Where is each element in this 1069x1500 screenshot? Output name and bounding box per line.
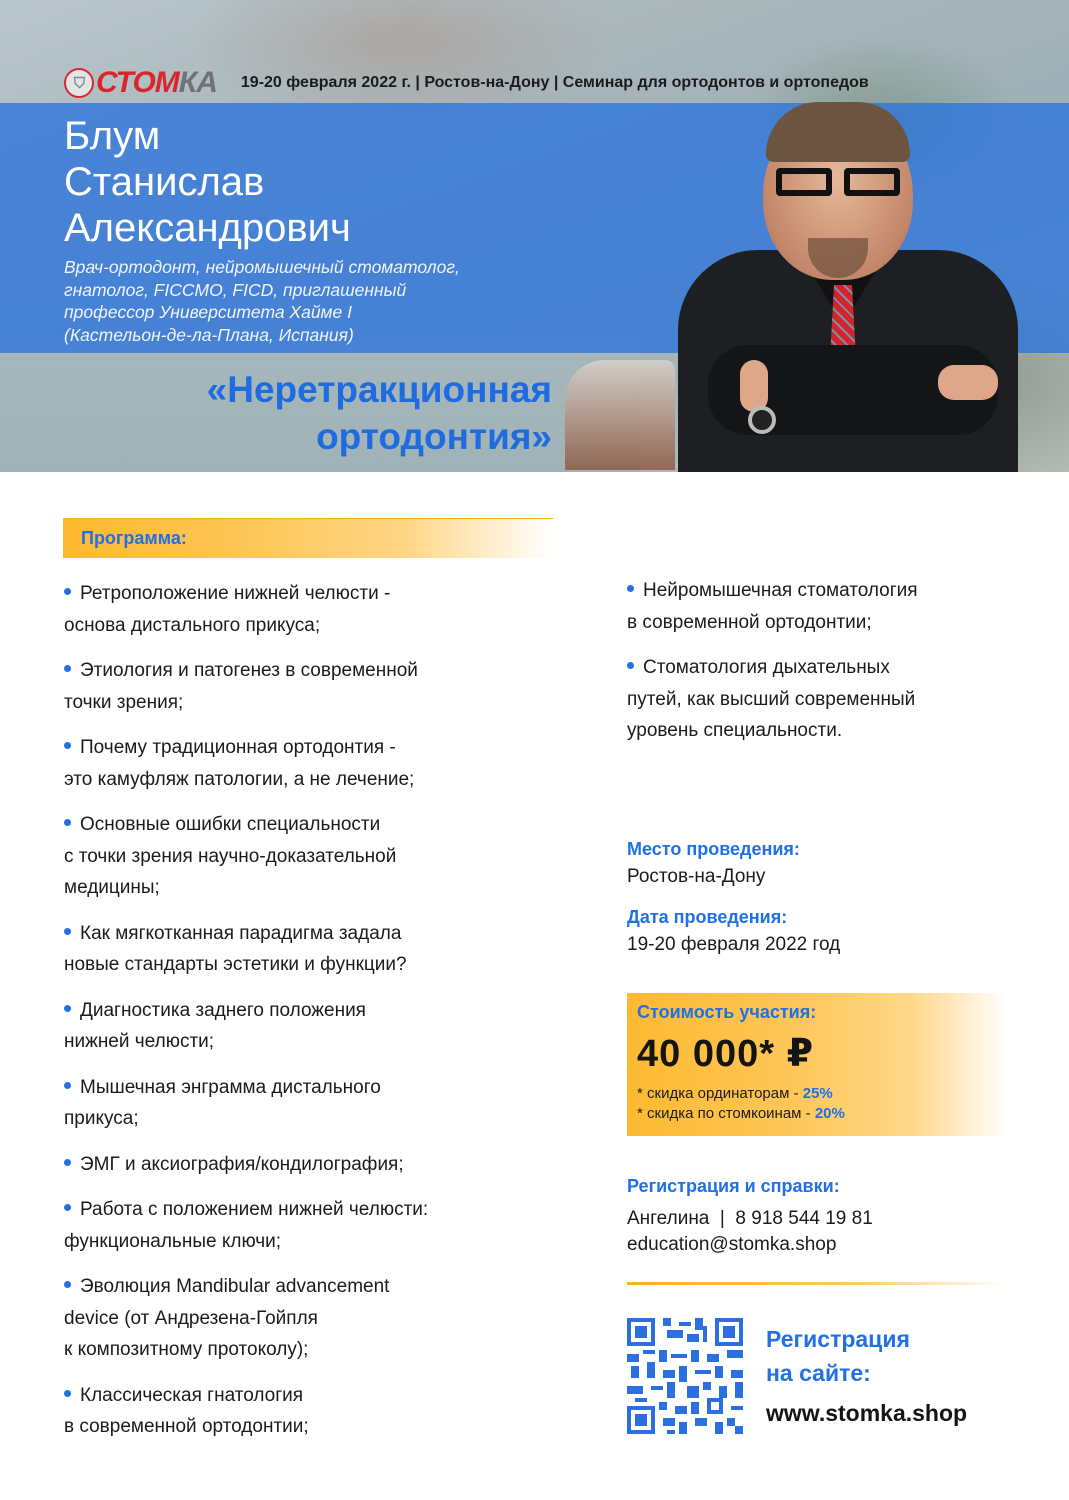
speaker-bio: [64, 256, 544, 346]
bio-line: (Кастельон-де-ла-Плана, Испания): [64, 324, 354, 345]
program-list-column-2: [627, 575, 1017, 761]
speaker-surname: Блум: [64, 114, 161, 158]
register-on-site-label: Регистрация на сайте:: [766, 1326, 910, 1386]
program-item-text: Диагностика заднего положения: [80, 999, 366, 1021]
bullet-icon: [64, 1082, 71, 1089]
program-item-text: Эволюция Mandibular advancement: [80, 1276, 390, 1297]
bullet-icon: [64, 742, 71, 749]
date-value: 19-20 февраля 2022 год: [627, 934, 841, 955]
bullet-icon: [64, 1204, 71, 1211]
bullet-icon: [64, 928, 71, 935]
venue-block: [627, 835, 800, 891]
program-item-text: Мышечная энграмма дистального: [80, 1076, 381, 1098]
program-item-text: функциональные ключи;: [64, 1230, 282, 1252]
venue-label: Место проведения:: [627, 839, 800, 859]
discount-stomcoins: * скидка по стомкоинам - 20%: [637, 1105, 845, 1122]
program-item: [64, 995, 534, 1058]
program-item-text: в современной ортодонтии;: [627, 611, 872, 633]
speaker-photo: [668, 100, 1028, 472]
program-item: [64, 1194, 534, 1257]
bio-line: Врач-ортодонт, нейромышечный стоматолог,: [64, 257, 460, 277]
program-item-text: Основные ошибки специальности: [80, 814, 381, 835]
program-item-text: Почему традиционная ортодонтия -: [80, 737, 396, 758]
contacts-block: [627, 1172, 873, 1258]
venue-value: Ростов-на-Дону: [627, 866, 766, 887]
bio-line: гнатолог, FICCMO, FICD, приглашенный: [64, 279, 407, 300]
bullet-icon: [64, 1281, 71, 1288]
program-item: [64, 918, 534, 981]
program-item-text: Ретроположение нижней челюсти -: [80, 583, 391, 604]
bullet-icon: [64, 588, 71, 595]
bullet-icon: [64, 1390, 71, 1397]
bullet-icon: [64, 819, 71, 826]
program-item: [64, 1271, 534, 1366]
bio-line: профессор Университета Хайме I: [64, 302, 353, 322]
header-line: [64, 66, 869, 100]
program-heading: Программа:: [81, 528, 187, 548]
price-label: Стоимость участия:: [637, 1002, 817, 1022]
program-item: [64, 1072, 534, 1135]
program-item-text: с точки зрения научно-доказательной: [64, 845, 397, 867]
program-item-text: медицины;: [64, 877, 160, 898]
program-item-text: прикуса;: [64, 1108, 139, 1129]
bullet-icon: [64, 665, 71, 672]
speaker-patronymic: Александрович: [64, 206, 351, 250]
website-link[interactable]: www.stomka.shop: [766, 1400, 968, 1426]
program-item-text: новые стандарты эстетики и функции?: [64, 954, 407, 975]
price-value: 40 000* ₽: [637, 1033, 815, 1075]
event-info-line: 19-20 февраля 2022 г. | Ростов-на-Дону | Семинар для ортодонтов и ортопедов: [240, 74, 869, 91]
program-item: [627, 575, 1017, 638]
program-item-text: Стоматология дыхательных: [643, 657, 890, 678]
bullet-icon: [627, 662, 634, 669]
speaker-first-name: Станислав: [64, 160, 265, 204]
program-item-text: Классическая гнатология: [80, 1384, 304, 1406]
date-block: [627, 903, 840, 959]
program-item: [64, 578, 534, 641]
barge-background: [565, 360, 675, 470]
price-box: [627, 993, 1007, 1136]
qr-code-icon[interactable]: [627, 1318, 743, 1434]
program-item: [64, 732, 534, 795]
program-item-text: ЭМГ и аксиография/кондилография;: [80, 1153, 404, 1175]
program-item-text: нижней челюсти;: [64, 1031, 215, 1052]
program-item: [64, 809, 534, 904]
program-item: [64, 1149, 534, 1181]
hero-banner: [0, 0, 1069, 472]
stomka-logo[interactable]: [64, 66, 217, 100]
program-list-column-1: [64, 578, 534, 1457]
program-item-text: к композитному протоколу);: [64, 1339, 309, 1360]
speaker-name: [64, 113, 351, 251]
bullet-icon: [627, 585, 634, 592]
logo-text-prefix: СТОМ: [96, 66, 179, 99]
bullet-icon: [64, 1159, 71, 1166]
program-item-text: основа дистального прикуса;: [64, 614, 321, 636]
course-title-line: «Неретракционная: [206, 369, 552, 410]
course-title-line: ортодонтия»: [316, 416, 552, 457]
contacts-label: Регистрация и справки:: [627, 1176, 840, 1196]
logo-text-suffix: КА: [178, 66, 217, 99]
date-label: Дата проведения:: [627, 907, 788, 927]
program-item-text: Этиология и патогенез в современной: [80, 660, 418, 681]
program-item-text: путей, как высший современный: [627, 688, 916, 710]
program-item-text: в современной ортодонтии;: [64, 1416, 309, 1437]
program-item-text: Нейромышечная стоматология: [643, 580, 918, 601]
program-item-text: device (от Андрезена-Гойпля: [64, 1307, 318, 1329]
program-item-text: уровень специальности.: [627, 720, 843, 741]
program-item: [64, 655, 534, 718]
divider: [627, 1282, 1007, 1285]
program-item-text: Работа с положением нижней челюсти:: [80, 1199, 429, 1220]
course-title: [207, 366, 552, 460]
program-item: [627, 652, 1017, 747]
discount-residents: * скидка ординаторам - 25%: [637, 1085, 833, 1102]
program-heading-bar: [63, 518, 553, 558]
contact-email[interactable]: education@stomka.shop: [627, 1234, 837, 1255]
program-item-text: точки зрения;: [64, 691, 184, 713]
program-item-text: Как мягкотканная парадигма задала: [80, 922, 402, 944]
bullet-icon: [64, 1005, 71, 1012]
contact-person-phone[interactable]: Ангелина | 8 918 544 19 81: [627, 1208, 873, 1229]
program-item: [64, 1380, 534, 1443]
tooth-icon: ⛉: [64, 68, 94, 98]
program-item-text: это камуфляж патологии, а не лечение;: [64, 768, 415, 790]
